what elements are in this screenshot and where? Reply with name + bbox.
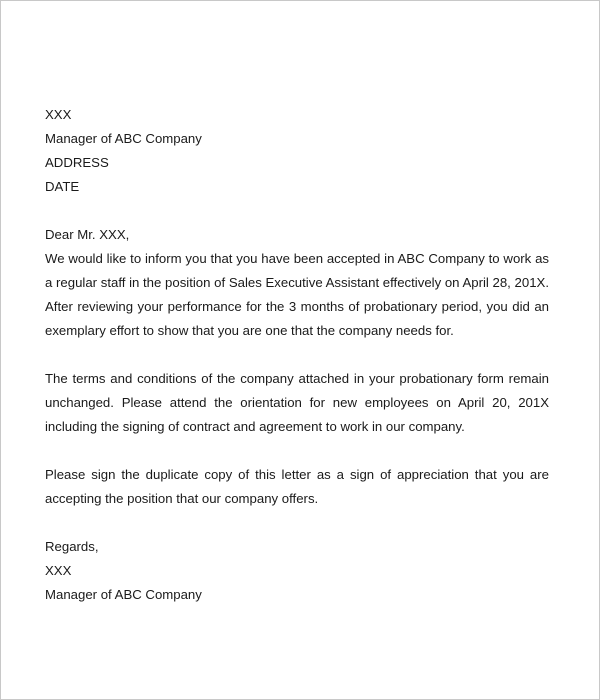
recipient-block: [45, 103, 549, 199]
paragraph-sign-request: Please sign the duplicate copy of this letter as a sign of appreciation that you are accepting the position that our company offers.: [45, 467, 549, 506]
letter-content: [45, 103, 549, 607]
recipient-title: Manager of ABC Company: [45, 131, 202, 146]
recipient-address: ADDRESS: [45, 155, 109, 170]
sender-name: XXX: [45, 563, 72, 578]
salutation: Dear Mr. XXX,: [45, 227, 130, 242]
sender-title: Manager of ABC Company: [45, 587, 202, 602]
closing-regards: Regards,: [45, 539, 99, 554]
signature-block: [45, 535, 549, 607]
letter-date: DATE: [45, 179, 80, 194]
paragraph-terms: The terms and conditions of the company attached in your probationary form remain unchanged. Please attend the orientation for new employees on April 20, 201X including the signing of contract and agreement to work in our company.: [45, 371, 549, 434]
paragraph-acceptance: We would like to inform you that you have been accepted in ABC Company to work as a regular staff in the position of Sales Executive Assistant effectively on April 28, 201X. After reviewing your performance for the 3 months of probationary period, you did an exemplary effort to show that you are one that the company needs for.: [45, 251, 549, 338]
recipient-name: XXX: [45, 107, 72, 122]
